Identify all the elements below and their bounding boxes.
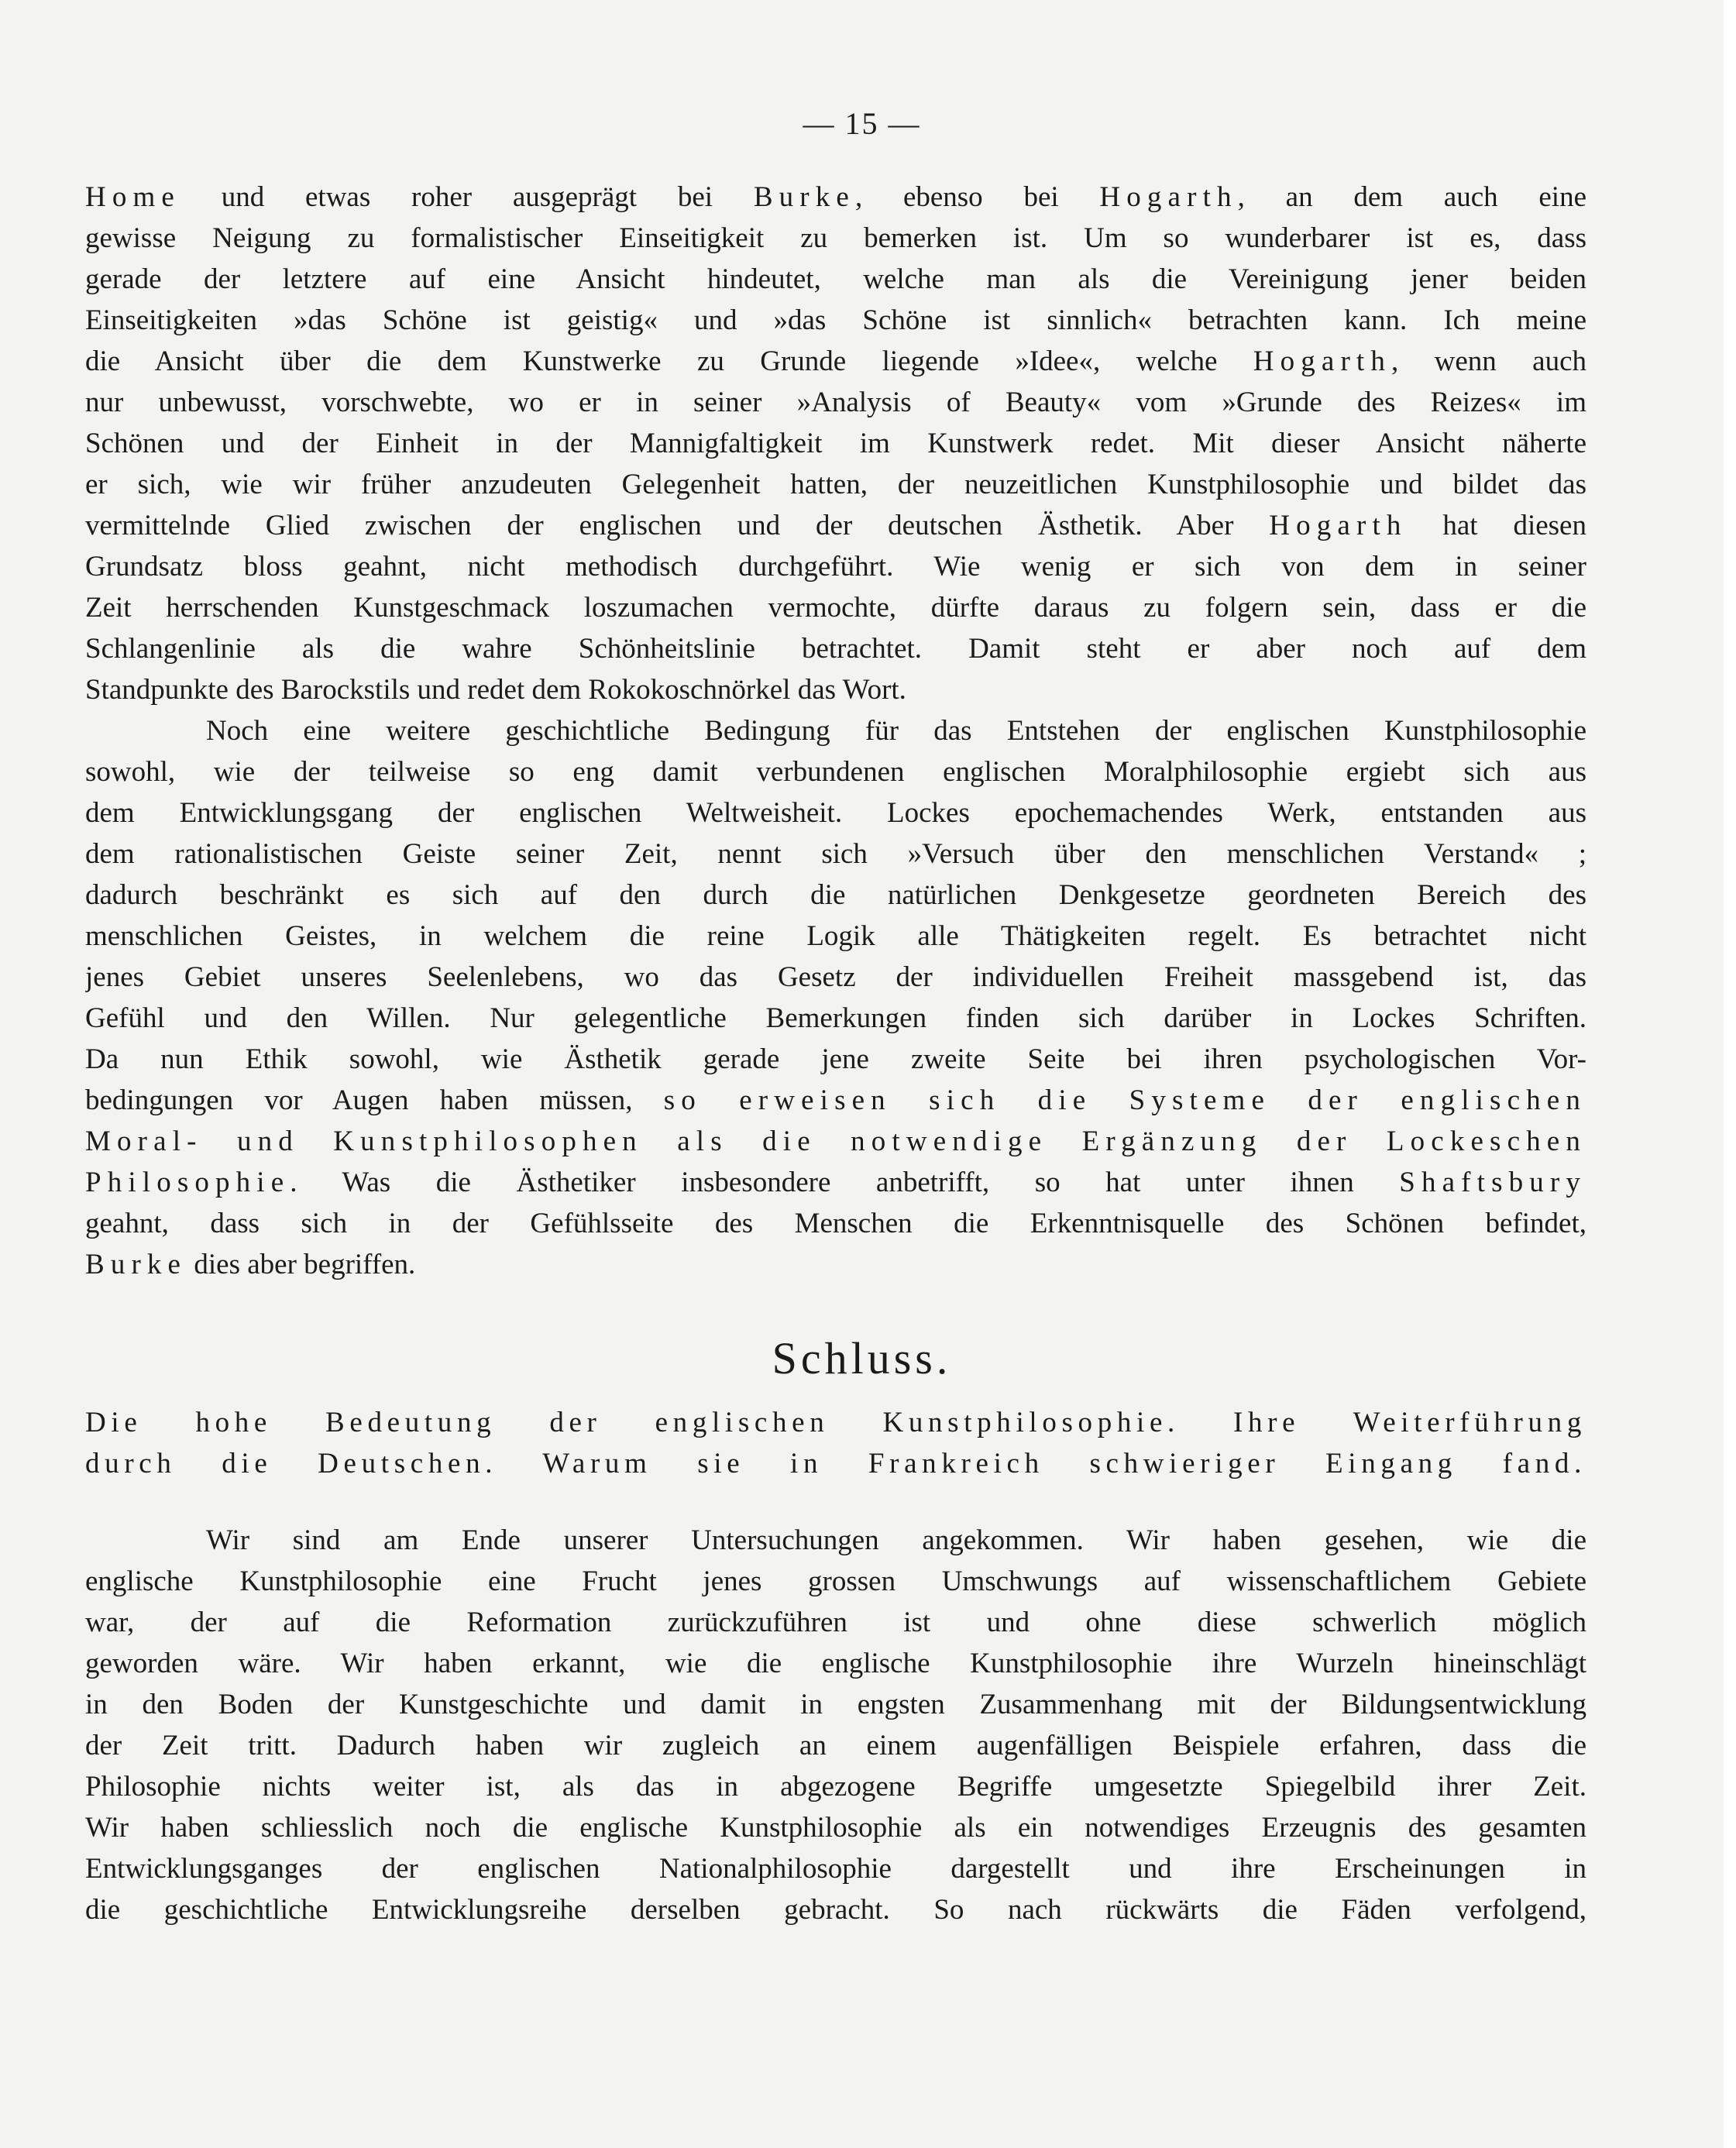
text-line: Entwicklungsganges der englischen Nationalphilosophie dargestellt und ihre Erscheinungen in (85, 1853, 1586, 1885)
text-line: menschlichen Geistes, in welchem die reine Logik alle Thätigkeiten regelt. Es betrachtet nicht (85, 920, 1586, 952)
text-line: englische Kunstphilosophie eine Frucht jenes grossen Umschwungs auf wissenschaftlichem Gebiete (85, 1565, 1586, 1597)
paragraph-3 (85, 1520, 1586, 1930)
text-line: geahnt, dass sich in der Gefühlsseite des Menschen die Erkenntnisquelle des Schönen befindet, (85, 1208, 1586, 1239)
text-line: Grundsatz bloss geahnt, nicht methodisch durchgeführt. Wie wenig er sich von dem in seiner (85, 551, 1586, 583)
text-line: Wir haben schliesslich noch die englische Kunstphilosophie als ein notwendiges Erzeugnis des gesamten (85, 1812, 1586, 1844)
text-line: geworden wäre. Wir haben erkannt, wie die englische Kunstphilosophie ihre Wurzeln hineinschlägt (85, 1648, 1586, 1679)
section-subheading (85, 1402, 1586, 1484)
text-line: die geschichtliche Entwicklungsreihe derselben gebracht. So nach rückwärts die Fäden verfolgend, (85, 1894, 1586, 1926)
text-line: er sich, wie wir früher anzudeuten Gelegenheit hatten, der neuzeitlichen Kunstphilosophie und bildet das (85, 469, 1586, 500)
text-line: gerade der letztere auf eine Ansicht hindeutet, welche man als die Vereinigung jener beiden (85, 263, 1586, 295)
text-line: Moral- und Kunstphilosophen als die notwendige Ergänzung der Lockeschen (85, 1126, 1586, 1157)
text-line: die Ansicht über die dem Kunstwerke zu Grunde liegende »Idee«, welche Hogarth, wenn auch (85, 345, 1586, 377)
text-line: Burke dies aber begriffen. (85, 1249, 416, 1280)
text-line: Standpunkte des Barockstils und redet dem Rokokoschnörkel das Wort. (85, 674, 906, 706)
text-line: Noch eine weitere geschichtliche Bedingung für das Entstehen der englischen Kunstphilosophie (206, 715, 1586, 747)
text-line: in den Boden der Kunstgeschichte und damit in engsten Zusammenhang mit der Bildungsentwicklung (85, 1689, 1586, 1720)
section-heading: Schluss. (772, 1333, 952, 1383)
text-line: Gefühl und den Willen. Nur gelegentliche Bemerkungen finden sich darüber in Lockes Schriften. (85, 1002, 1586, 1034)
text-line: Philosophie nichts weiter ist, als das in abgezogene Begriffe umgesetzte Spiegelbild ihrer Zeit. (85, 1771, 1586, 1803)
text-line: dadurch beschränkt es sich auf den durch die natürlichen Denkgesetze geordneten Bereich des (85, 879, 1586, 911)
paragraph-2 (85, 710, 1586, 1285)
text-line: jenes Gebiet unseres Seelenlebens, wo das Gesetz der individuellen Freiheit massgebend ist, das (85, 961, 1586, 993)
text-line: durch die Deutschen. Warum sie in Frankreich schwieriger Eingang fand. (85, 1448, 1586, 1480)
text-line: nur unbewusst, vorschwebte, wo er in seiner »Analysis of Beauty« vom »Grunde des Reizes« im (85, 387, 1586, 418)
text-line: vermittelnde Glied zwischen der englischen und der deutschen Ästhetik. Aber Hogarth hat diesen (85, 510, 1586, 541)
text-line: Schlangenlinie als die wahre Schönheitslinie betrachtet. Damit steht er aber noch auf dem (85, 633, 1586, 665)
text-line: dem rationalistischen Geiste seiner Zeit, nennt sich »Versuch über den menschlichen Verstand« ; (85, 838, 1586, 870)
text-line: Da nun Ethik sowohl, wie Ästhetik gerade jene zweite Seite bei ihren psychologischen Vor- (85, 1043, 1586, 1075)
paragraph-1 (85, 177, 1586, 710)
page-number: — 15 — (803, 106, 921, 141)
text-line: Schönen und der Einheit in der Mannigfaltigkeit im Kunstwerk redet. Mit dieser Ansicht näherte (85, 428, 1586, 459)
text-line: Home und etwas roher ausgeprägt bei Burke, ebenso bei Hogarth, an dem auch eine (85, 181, 1586, 213)
text-line: Zeit herrschenden Kunstgeschmack loszumachen vermochte, dürfte daraus zu folgern sein, dass er die (85, 592, 1586, 624)
page-edge (1724, 0, 1736, 2148)
text-line: Die hohe Bedeutung der englischen Kunstphilosophie. Ihre Weiterführung (85, 1407, 1586, 1438)
text-line: bedingungen vor Augen haben müssen, so erweisen sich die Systeme der englischen (85, 1084, 1586, 1116)
text-line: war, der auf die Reformation zurückzuführen ist und ohne diese schwerlich möglich (85, 1607, 1586, 1638)
text-line: Wir sind am Ende unserer Untersuchungen angekommen. Wir haben gesehen, wie die (206, 1524, 1586, 1556)
text-line: sowohl, wie der teilweise so eng damit verbundenen englischen Moralphilosophie ergiebt sich aus (85, 756, 1586, 788)
text-line: Einseitigkeiten »das Schöne ist geistig« und »das Schöne ist sinnlich« betrachten kann. Ich meine (85, 304, 1586, 336)
text-line: Philosophie. Was die Ästhetiker insbesondere anbetrifft, so hat unter ihnen Shaftsbury (85, 1167, 1586, 1198)
text-line: der Zeit tritt. Dadurch haben wir zugleich an einem augenfälligen Beispiele erfahren, dass die (85, 1730, 1586, 1761)
text-line: dem Entwicklungsgang der englischen Weltweisheit. Lockes epochemachendes Werk, entstanden aus (85, 797, 1586, 829)
text-line: gewisse Neigung zu formalistischer Einseitigkeit zu bemerken ist. Um so wunderbarer ist es, dass (85, 222, 1586, 254)
